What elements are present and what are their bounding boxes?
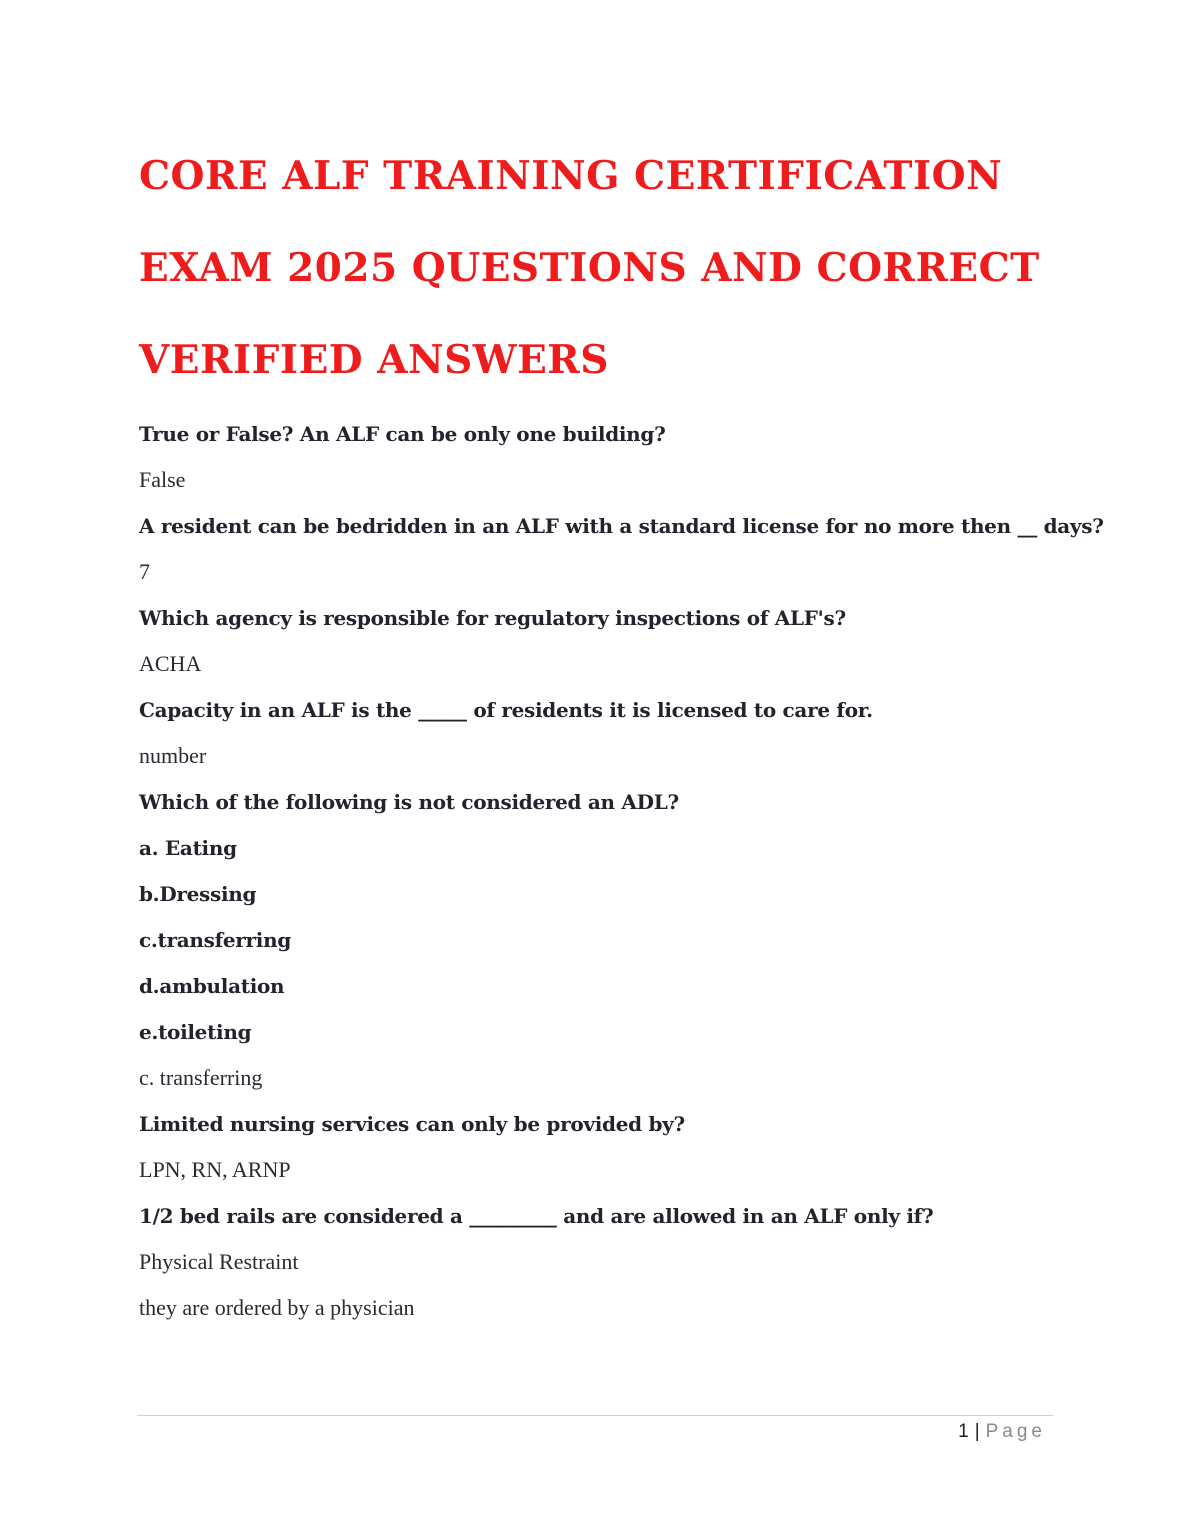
answer-7b: they are ordered by a physician: [139, 1295, 415, 1320]
option-c: c.transferring: [139, 928, 292, 952]
question-7: 1/2 bed rails are considered a _________ and are allowed in an ALF only if?: [139, 1204, 934, 1228]
answer-3: ACHA: [139, 651, 202, 676]
option-d: d.ambulation: [139, 974, 285, 998]
document-title-line-3: VERIFIED ANSWERS: [139, 337, 609, 383]
option-a: a. Eating: [139, 836, 237, 860]
option-b: b.Dressing: [139, 882, 257, 906]
question-5: Which of the following is not considered an ADL?: [139, 790, 679, 814]
question-4: Capacity in an ALF is the _____ of residents it is licensed to care for.: [139, 698, 873, 722]
question-6: Limited nursing services can only be provided by?: [139, 1112, 685, 1136]
answer-6: LPN, RN, ARNP: [139, 1157, 291, 1182]
question-1: True or False? An ALF can be only one building?: [139, 422, 666, 446]
question-3: Which agency is responsible for regulatory inspections of ALF's?: [139, 606, 846, 630]
question-2: A resident can be bedridden in an ALF with a standard license for no more then __ days?: [139, 514, 1104, 538]
answer-7a: Physical Restraint: [139, 1249, 299, 1274]
document-title-line-1: CORE ALF TRAINING CERTIFICATION: [139, 153, 1003, 199]
page-footer: [958, 1420, 1046, 1444]
footer-divider: [137, 1415, 1053, 1416]
option-e: e.toileting: [139, 1020, 252, 1044]
answer-1: False: [139, 467, 186, 492]
footer-separator: |: [974, 1421, 980, 1442]
answer-4: number: [139, 743, 207, 768]
answer-2: 7: [139, 559, 150, 584]
answer-5: c. transferring: [139, 1065, 263, 1090]
document-title-line-2: EXAM 2025 QUESTIONS AND CORRECT: [139, 245, 1040, 291]
page-label: Page: [985, 1421, 1046, 1442]
page-number: 1: [958, 1421, 969, 1442]
